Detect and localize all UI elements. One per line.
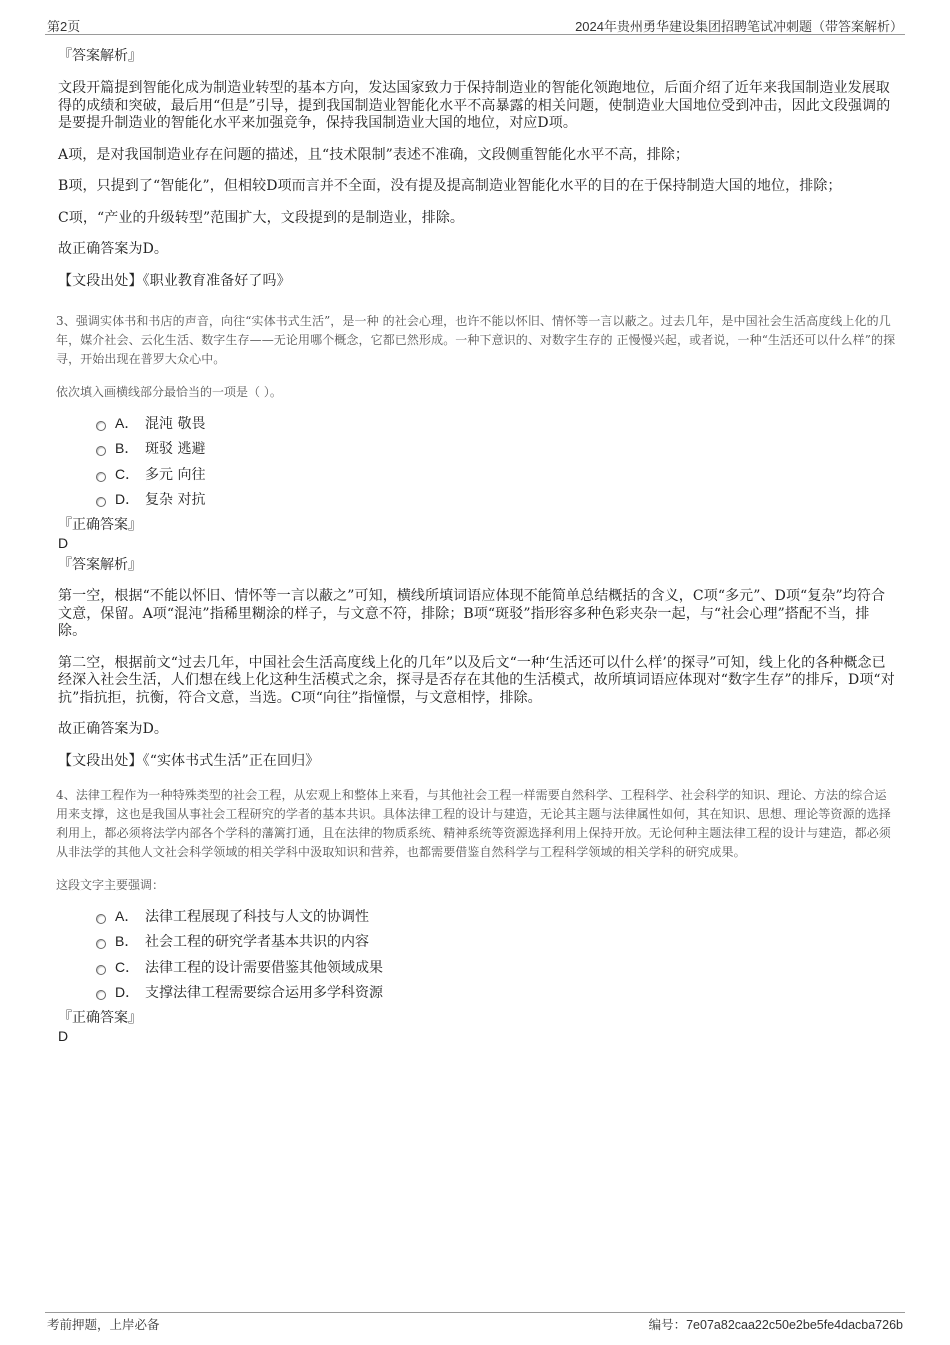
question-text: 4、法律工程作为一种特殊类型的社会工程，从宏观上和整体上来看，与其他社会工程一样需要自然科学、工程科学、社会科学的知识、理论、方法的综合运用来支撑，这也是我国从事社会工程研究的学者的基本共识。具体法律工程的设计与建造，无论其主题与法律属性如何，其在知识、思想、理论等资源的选择利用上，都必须将法学内部各个学科的藩篱打通，且在法律的物质系统、精神系统等资源选择利用上保持开放。无论何种主题法律工程的设计与建造，都必须从非法学的其他人文社会科学领域的相关学科中汲取知识和营养，也都需要借鉴自然科学与工程科学领域的相关学科的研究成果。 — [56, 788, 891, 859]
option-a[interactable]: A． 法律工程展现了科技与人文的协调性 — [96, 903, 896, 929]
document-id — [649, 1315, 903, 1333]
radio-button[interactable] — [96, 421, 106, 431]
option-d[interactable]: D． 复杂 对抗 — [96, 487, 896, 513]
option-text: 法律工程展现了科技与人文的协调性 — [145, 908, 369, 925]
document-id-label: 编号： — [648, 1318, 687, 1332]
analysis-paragraph: 文段开篇提到智能化成为制造业转型的基本方向，发达国家致力于保持制造业的智能化领跑地位，后面介绍了近年来我国制造业发展取得的成绩和突破，最后用“但是”引导，提到我国制造业智能化水平不高暴露的相关问题，使制造业大国地位受到冲击，因此文段强调的是要提升制造业的智能化水平来加强竞争，保持我国制造业大国的地位，对应D项。 — [58, 80, 891, 131]
correct-answer: D — [58, 535, 69, 551]
correct-answer-label: 『正确答案』 — [58, 1010, 142, 1026]
option-d[interactable]: D． 支撑法律工程需要综合运用多学科资源 — [96, 980, 896, 1006]
option-c[interactable]: C． 法律工程的设计需要借鉴其他领域成果 — [96, 954, 896, 980]
option-text: 斑驳 逃避 — [145, 441, 206, 458]
radio-button[interactable] — [96, 965, 106, 975]
option-b[interactable]: B． 斑驳 逃避 — [96, 436, 896, 462]
radio-button[interactable] — [96, 939, 106, 949]
correct-answer: D — [58, 1028, 69, 1044]
main-content — [56, 46, 896, 1045]
radio-button[interactable] — [96, 497, 106, 507]
radio-button[interactable] — [96, 914, 106, 924]
analysis-label: 『答案解析』 — [58, 48, 142, 64]
option-text: 社会工程的研究学者基本共识的内容 — [145, 934, 369, 951]
option-b[interactable]: B． 社会工程的研究学者基本共识的内容 — [96, 929, 896, 955]
analysis-label: 『答案解析』 — [58, 557, 142, 573]
source-citation: 【文段出处】《职业教育准备好了吗》 — [58, 272, 291, 289]
option-text: 混沌 敬畏 — [145, 415, 206, 432]
analysis-paragraph: 第二空，根据前文“过去几年，中国社会生活高度线上化的几年”以及后文“一种‘生活还可以什么样’的探寻”可知，线上化的各种概念已经深入社会生活，人们想在线上化这种生活模式之余，探寻是否存在其他的生活模式，故所填词语应体现对“数字生存”的排斥，D项“对抗”指抗拒，抗衡，符合文意，当选。C项“向往”指憧憬，与文意相悖，排除。 — [58, 654, 895, 706]
source-citation: 【文段出处】《“实体书式生活”正在回归》 — [58, 752, 320, 769]
options-list — [96, 410, 896, 512]
option-c[interactable]: C． 多元 向往 — [96, 461, 896, 487]
answer-summary: 故正确答案为D。 — [58, 721, 169, 737]
question-prompt: 依次填入画横线部分最恰当的一项是（ ）。 — [56, 385, 282, 399]
question-prompt: 这段文字主要强调： — [56, 878, 165, 892]
radio-button[interactable] — [96, 446, 106, 456]
document-title: 2024年贵州勇华建设集团招聘笔试冲刺题（带答案解析） — [575, 19, 903, 34]
footer-slogan: 考前押题，上岸必备 — [47, 1317, 160, 1332]
analysis-paragraph: C项，“产业的升级转型”范围扩大，文段提到的是制造业，排除。 — [58, 209, 465, 226]
question-text: 3、强调实体书和书店的声音，向往“实体书式生活”，是一种 的社会心理，也许不能以怀旧、情怀等一言以蔽之。过去几年，是中国社会生活高度线上化的几年，媒介社会、云化生活、数字生存——无论用哪个概念，它都已然形成。一种下意识的、对数字生存的 正慢慢兴起，或者说，一种“生活还可以什么样”的探寻，开始出现在普罗大众心中。 — [56, 314, 896, 366]
page-footer — [45, 1312, 905, 1333]
page-header — [45, 14, 905, 35]
page-number: 第2页 — [47, 19, 81, 34]
radio-button[interactable] — [96, 472, 106, 482]
option-text: 法律工程的设计需要借鉴其他领域成果 — [145, 959, 383, 976]
radio-button[interactable] — [96, 990, 106, 1000]
options-list — [96, 903, 896, 1005]
analysis-paragraph: 第一空，根据“不能以怀旧、情怀等一言以蔽之”可知，横线所填词语应体现不能简单总结概括的含义，C项“多元”、D项“复杂”均符合文意，保留。A项“混沌”指稀里糊涂的样子，与文意不符，排除；B项“斑驳”指形容多种色彩夹杂一起，与“社会心理”搭配不当，排除。 — [58, 588, 886, 639]
analysis-paragraph: A项，是对我国制造业存在问题的描述，且“技术限制”表述不准确，文段侧重智能化水平不高，排除； — [58, 146, 690, 163]
option-text: 多元 向往 — [145, 466, 206, 483]
document-id-value: 7e07a82caa22c50e2be5fe4dacba726b — [686, 1318, 903, 1332]
option-text: 支撑法律工程需要综合运用多学科资源 — [145, 985, 383, 1002]
option-text: 复杂 对抗 — [145, 492, 206, 509]
option-a[interactable]: A． 混沌 敬畏 — [96, 410, 896, 436]
answer-summary: 故正确答案为D。 — [58, 241, 169, 257]
analysis-paragraph: B项，只提到了“智能化”，但相较D项而言并不全面，没有提及提高制造业智能化水平的目的在于保持制造大国的地位，排除； — [58, 178, 842, 194]
correct-answer-label: 『正确答案』 — [58, 517, 142, 533]
